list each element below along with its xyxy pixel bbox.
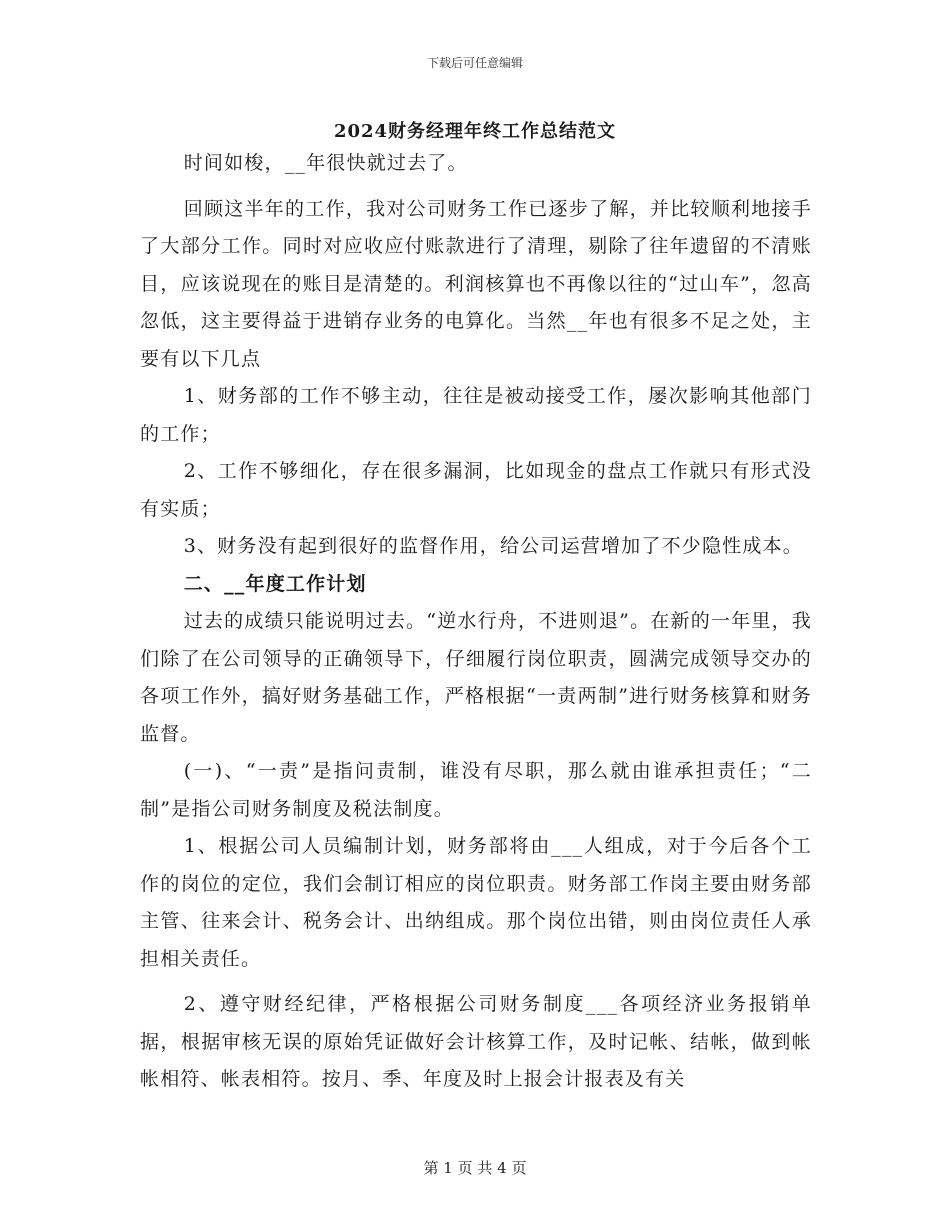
paragraph-intro: 时间如梭，__年很快就过去了。 — [183, 152, 468, 174]
paragraph-issue-2: 2、工作不够细化，存在很多漏洞，比如现金的盘点工作就只有形式没有实质； — [140, 460, 812, 520]
document-title: 2024财务经理年终工作总结范文 — [333, 121, 617, 142]
paragraph-staffing: 1、根据公司人员编制计划，财务部将由___人组成，对于今后各个工作的岗位的定位，我们会制订相应的岗位职责。财务部工作岗主要由财务部主管、往来会计、税务会计、出纳组成。那个岗位出错，则由岗位责任人承担相关责任。 — [140, 835, 812, 970]
paragraph-one-duty-two-systems: (一)、“一责”是指问责制，谁没有尽职，那么就由谁承担责任；“二制”是指公司财务制度及税法制度。 — [140, 760, 812, 820]
page-number: 第 1 页 共 4 页 — [423, 1159, 527, 1177]
paragraph-review: 回顾这半年的工作，我对公司财务工作已逐步了解，并比较顺利地接手了大部分工作。同时对应收应付账款进行了清理，剔除了往年遗留的不清账目，应该说现在的账目是清楚的。利润核算也不再像以往的“过山车”，忽高忽低，这主要得益于进销存业务的电算化。当然__年也有很多不足之处，主要有以下几点 — [140, 197, 812, 370]
paragraph-plan-intro: 过去的成绩只能说明过去。“逆水行舟，不进则退”。在新的一年里，我们除了在公司领导的正确领导下，仔细履行岗位职责，圆满完成领导交办的各项工作外，搞好财务基础工作，严格根据“一责两制”进行财务核算和财务监督。 — [140, 610, 812, 745]
paragraph-issue-3: 3、财务没有起到很好的监督作用，给公司运营增加了不少隐性成本。 — [183, 535, 803, 557]
paragraph-discipline: 2、遵守财经纪律，严格根据公司财务制度___各项经济业务报销单据，根据审核无误的原始凭证做好会计核算工作，及时记帐、结帐，做到帐帐相符、帐表相符。按月、季、年度及时上报会计报表及有关 — [140, 993, 812, 1090]
section-heading-plan: 二、__年度工作计划 — [183, 572, 367, 595]
document-body — [140, 145, 812, 1099]
paragraph-issue-1: 1、财务部的工作不够主动，往往是被动接受工作，屡次影响其他部门的工作； — [140, 385, 812, 445]
header-note: 下载后可任意编辑 — [426, 56, 523, 70]
